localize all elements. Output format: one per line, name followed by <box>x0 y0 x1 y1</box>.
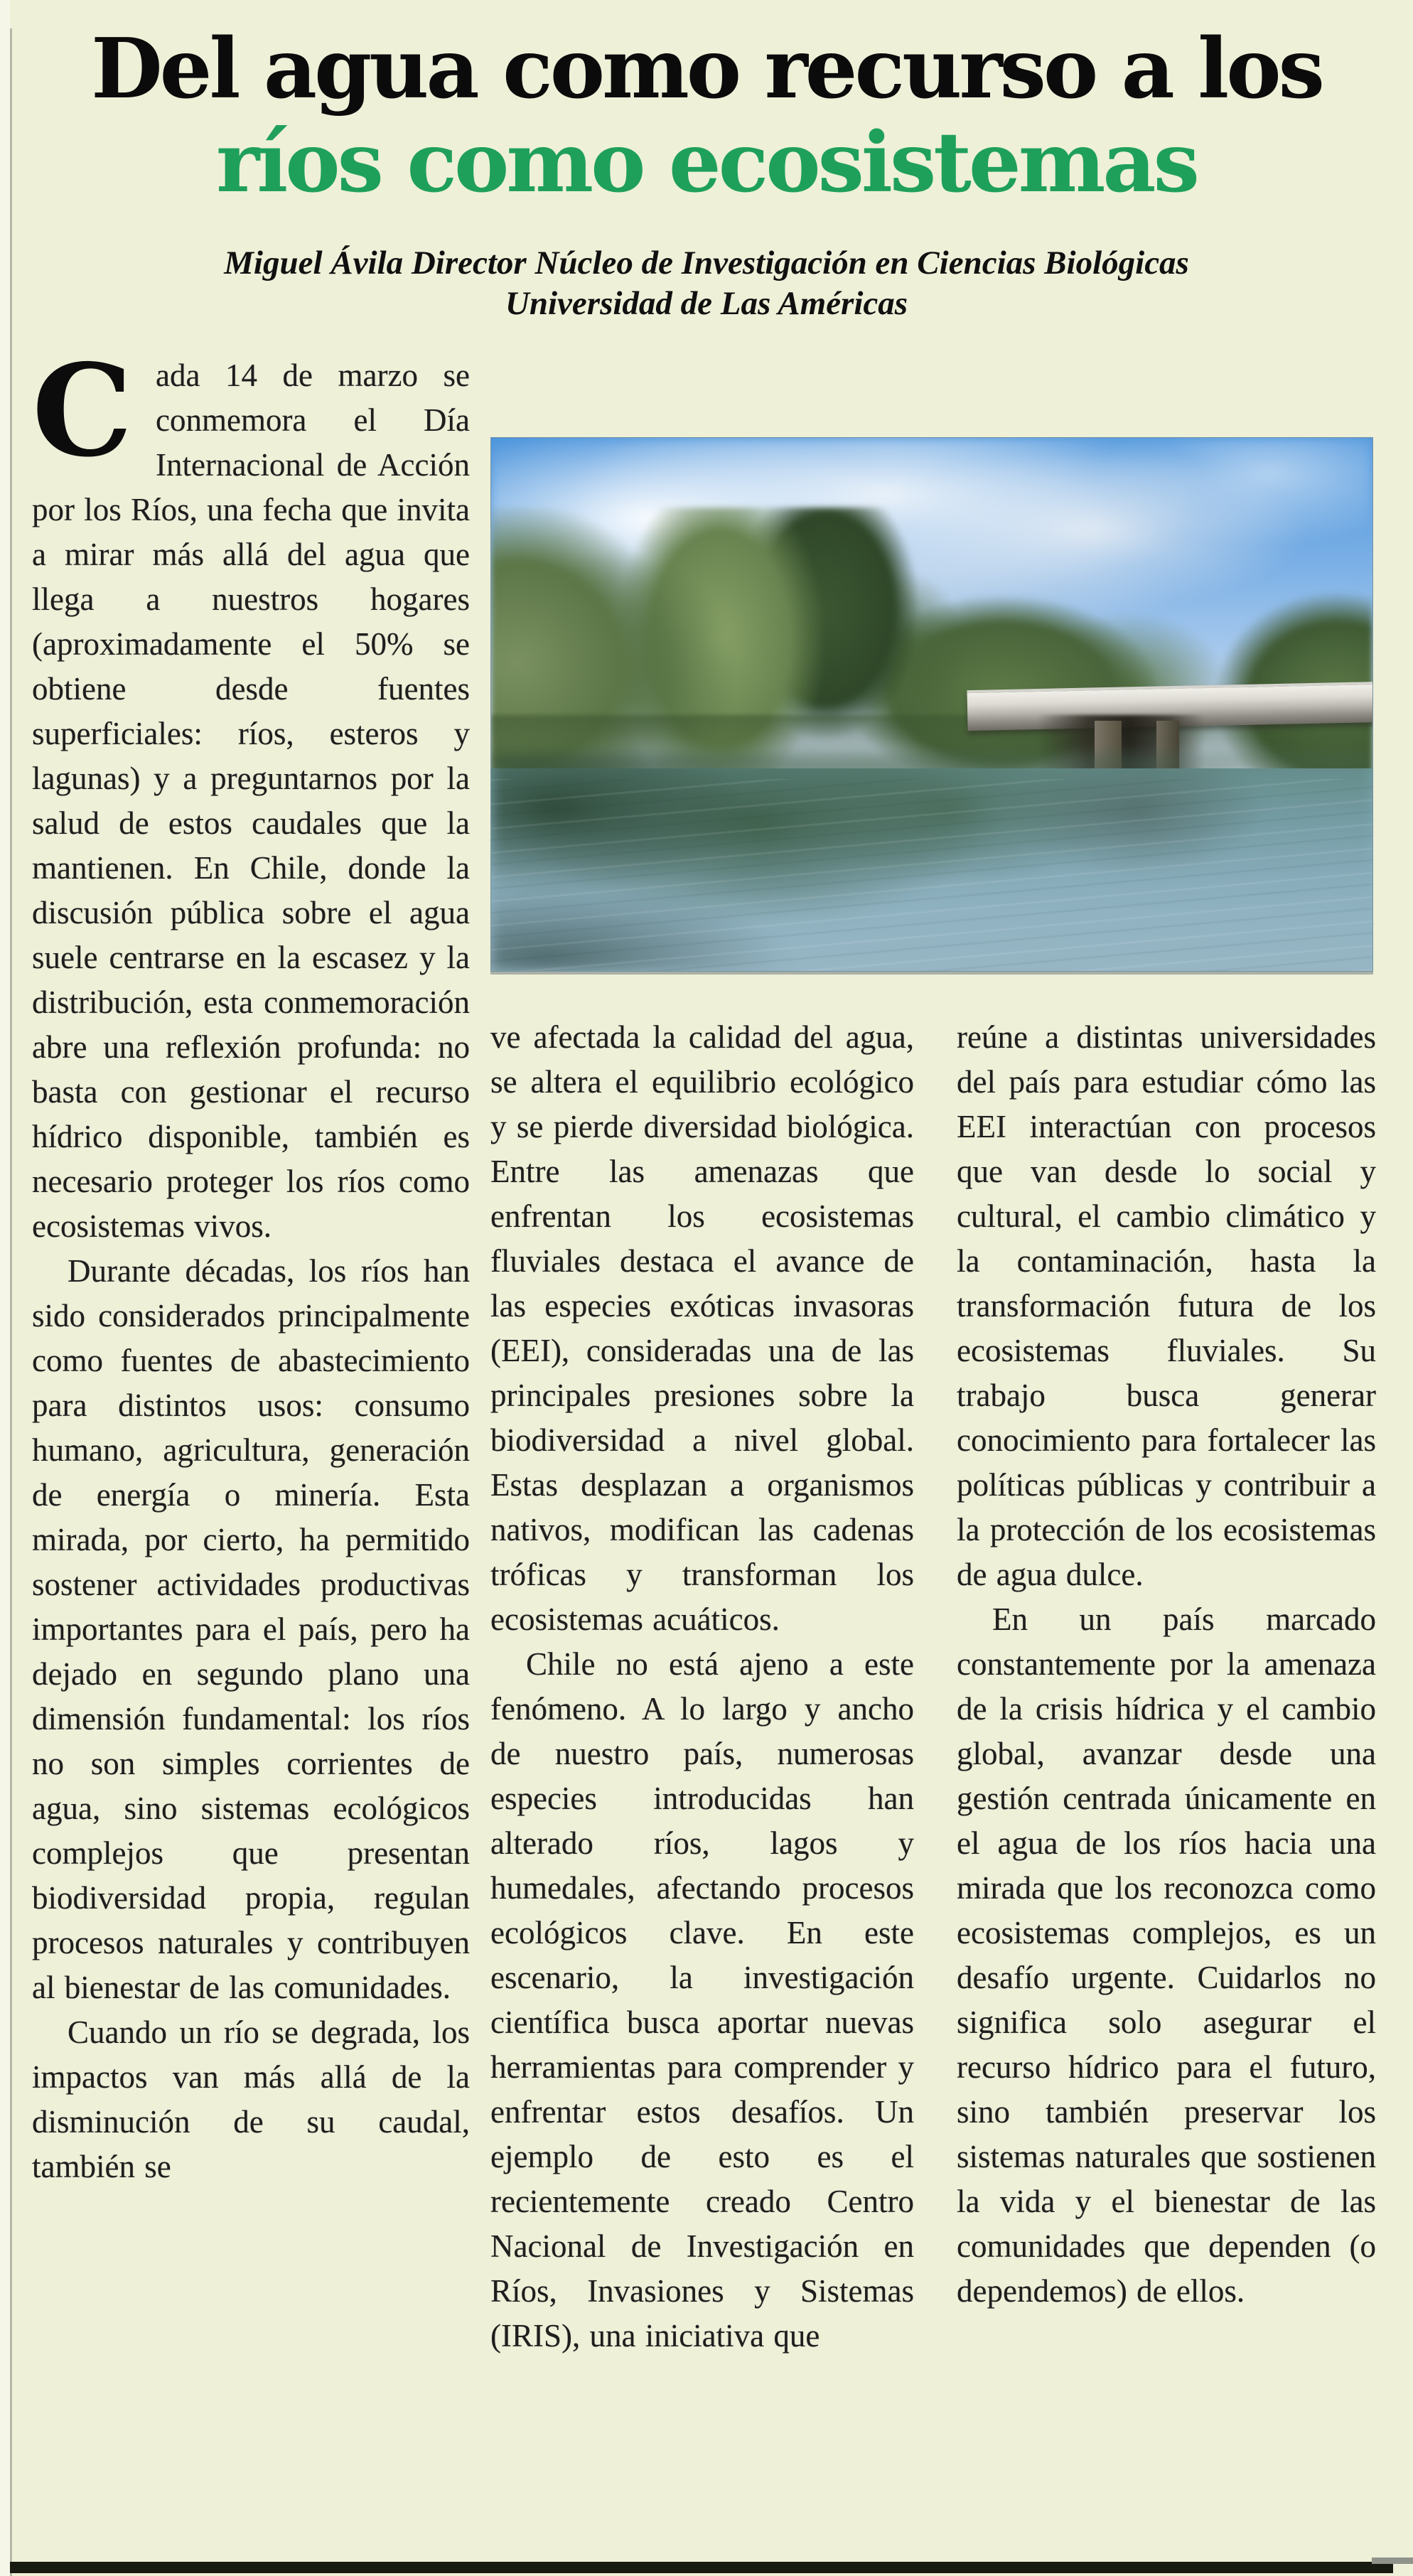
article-column-3 <box>957 1015 1376 2314</box>
paragraph: reúne a distintas universidades del país para estudiar cómo las EEI interactúan con procesos que van desde lo social y cultural, el cambio climático y la contaminación, hasta la transformación futura de los ecosistemas fluviales. Su trabajo busca generar conocimiento para fortalecer las políticas públicas y contribuir a la protección de los ecosistemas de agua dulce. <box>957 1019 1376 1592</box>
scan-fold-line <box>10 28 12 2576</box>
byline-university: Universidad de Las Américas <box>505 285 908 322</box>
paragraph <box>32 336 470 1249</box>
paragraph: En un país marcado constantemente por la amenaza de la crisis hídrica y el cambio global, avanzar desde una gestión centrada únicamente en el agua de los ríos hacia una mirada que los reconozca como ecosistemas complejos, es un desafío urgente. Cuidarlos no significa solo asegurar el recurso hídrico para el futuro, sino también preservar los sistemas naturales que sostienen la vida y el bienestar de las comunidades que dependen (o dependemos) de ellos. <box>957 1601 1376 2309</box>
drop-cap: C <box>32 336 133 485</box>
article-column-2 <box>490 1015 914 2358</box>
river-bridge-photo <box>490 437 1373 972</box>
bottom-rule-cap <box>1372 2558 1413 2564</box>
byline-author: Miguel Ávila Director Núcleo de Investigación en Ciencias Biológicas <box>224 245 1189 281</box>
headline-line-2: ríos como ecosistemas <box>216 114 1197 211</box>
scan-edge-strip <box>0 0 10 2576</box>
paragraph: ve afectada la calidad del agua, se altera el equilibrio ecológico y se pierde diversidad biológica. Entre las amenazas que enfrentan los ecosistemas fluviales destaca el avance de las especies exóticas invasoras (EEI), consideradas una de las principales presiones sobre la biodiversidad a nivel global. Estas desplazan a organismos nativos, modifican las cadenas tróficas y transforman los ecosistemas acuáticos. <box>490 1019 914 1637</box>
photo-water-ripples <box>491 779 1372 971</box>
headline-line-1: Del agua como recurso a los <box>91 21 1322 117</box>
paragraph-text: ada 14 de marzo se conmemora el Día Internacional de Acción por los Ríos, una fecha que invita a mirar más allá del agua que llega a nuestros hogares (aproximadamente el 50% se obtiene desde fuentes superficiales: ríos, esteros y lagunas) y a preguntarnos por la salud de estos caudales que la mantienen. En Chile, donde la discusión pública sobre el agua suele centrarse en la escasez y la distribución, esta conmemoración abre una reflexión profunda: no basta con gestionar el recurso hídrico disponible, también es necesario proteger los ríos como ecosistemas vivos. <box>32 358 470 1244</box>
paragraph: Cuando un río se degrada, los impactos van más allá de la disminución de su caudal, también se <box>32 2014 470 2184</box>
article-column-1 <box>32 336 470 2189</box>
paragraph: Durante décadas, los ríos han sido considerados principalmente como fuentes de abastecimiento para distintos usos: consumo humano, agricultura, generación de energía o minería. Esta mirada, por cierto, ha permitido sostener actividades productivas importantes para el país, pero ha dejado en segundo plano una dimensión fundamental: los ríos no son simples corrientes de agua, sino sistemas ecológicos complejos que presentan biodiversidad propia, regulan procesos naturales y contribuyen al bienestar de las comunidades. <box>32 1253 470 2005</box>
bottom-rule <box>10 2562 1393 2573</box>
paragraph: Chile no está ajeno a este fenómeno. A lo largo y ancho de nuestro país, numerosas especies introducidas han alterado ríos, lagos y humedales, afectando procesos ecológicos clave. En este escenario, la investigación científica busca aportar nuevas herramientas para comprender y enfrentar estos desafíos. Un ejemplo de esto es el recientemente creado Centro Nacional de Investigación en Ríos, Invasiones y Sistemas (IRIS), una iniciativa que <box>490 1646 914 2354</box>
